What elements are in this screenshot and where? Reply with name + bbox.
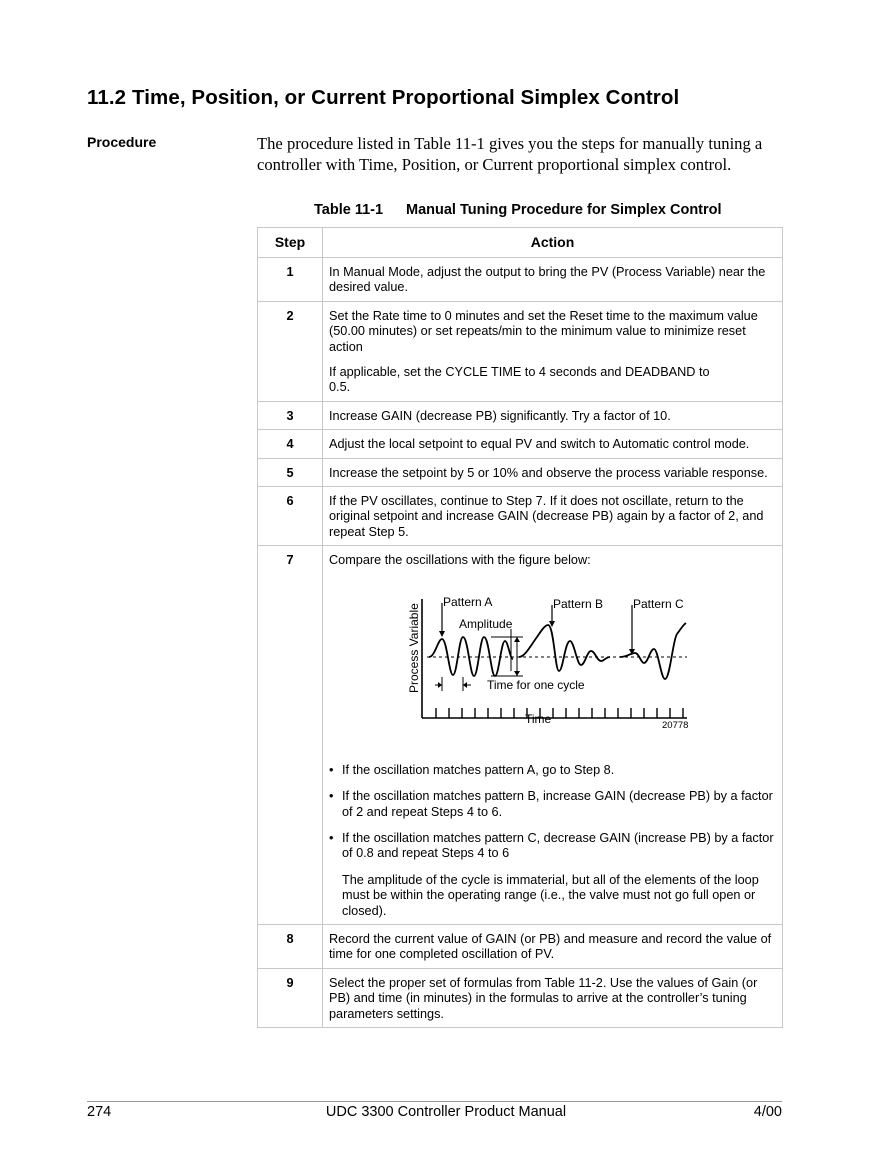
cycle-right-arrowhead <box>463 682 467 688</box>
step-number: 7 <box>258 546 323 925</box>
table-caption-title: Manual Tuning Procedure for Simplex Control <box>406 202 722 218</box>
intro-paragraph: The procedure listed in Table 11-1 gives you the steps for manually tuning a controller with Time, Position, or Current proportional simplex control. <box>257 134 763 174</box>
step-action <box>323 968 783 1027</box>
procedure-label: Procedure <box>87 134 157 150</box>
figure-id: 20778 <box>662 719 689 731</box>
step-action <box>323 924 783 968</box>
pattern-b-label: Pattern B <box>553 596 604 611</box>
list-item: • If the oscillation matches pattern A, go to Step 8. <box>329 763 776 778</box>
tuning-procedure-table <box>257 227 783 1028</box>
pattern-c-label: Pattern C <box>633 596 684 611</box>
list-item: • If the oscillation matches pattern B, increase GAIN (decrease PB) by a factor of 2 and repeat Steps 4 to 6. <box>329 789 776 820</box>
cycle-label: Time for one cycle <box>487 677 585 692</box>
x-axis-ticks <box>436 708 683 718</box>
pattern-b-curve <box>519 625 610 671</box>
table-row <box>258 258 783 302</box>
step-action <box>323 301 783 401</box>
step-number: 8 <box>258 924 323 968</box>
amplitude-arrow-up <box>514 637 520 642</box>
oscillation-figure <box>329 579 776 755</box>
step-action <box>323 546 783 925</box>
table-caption <box>314 202 722 218</box>
step-number: 2 <box>258 301 323 401</box>
y-axis-label: Process Variable <box>407 602 421 693</box>
table-row <box>258 430 783 458</box>
table-row <box>258 458 783 486</box>
step-number: 6 <box>258 487 323 546</box>
step-number: 3 <box>258 401 323 429</box>
publication-date: 4/00 <box>753 1104 782 1120</box>
table-row <box>258 301 783 401</box>
action-note: If applicable, set the CYCLE TIME to 4 seconds and DEADBAND to 0.5. <box>329 365 710 395</box>
step-number: 1 <box>258 258 323 302</box>
table-row <box>258 924 783 968</box>
pattern-a-label: Pattern A <box>443 594 493 609</box>
step-action <box>323 430 783 458</box>
x-axis-label: Time <box>525 711 552 726</box>
action-text: If the PV oscillates, continue to Step 7. If it does not oscillate, return to the original setpoint and increase GAIN (decrease PB) again by a factor of 2, and repeat Step 5. <box>329 494 764 539</box>
pattern-a-arrowhead <box>439 631 445 637</box>
amplitude-arrow-down <box>514 671 520 676</box>
list-item: • If the oscillation matches pattern C, decrease GAIN (increase PB) by a factor of 0.8 and repeat Steps 4 to 6 <box>329 831 776 862</box>
step-number: 4 <box>258 430 323 458</box>
footer-divider <box>87 1101 782 1102</box>
step-number: 5 <box>258 458 323 486</box>
pattern-bullet-list <box>329 763 776 862</box>
step-action <box>323 458 783 486</box>
oscillation-patterns-diagram <box>407 579 707 755</box>
step-number: 9 <box>258 968 323 1027</box>
page-number: 274 <box>87 1104 112 1120</box>
table-row <box>258 968 783 1027</box>
table-row <box>258 487 783 546</box>
action-text: Record the current value of GAIN (or PB) and measure and record the value of time for one completed oscillation of PV. <box>329 931 772 962</box>
cycle-left-arrowhead <box>438 682 442 688</box>
action-text: Adjust the local setpoint to equal PV and switch to Automatic control mode. <box>329 437 750 452</box>
action-text: Increase the setpoint by 5 or 10% and observe the process variable response. <box>329 465 768 480</box>
action-text: Set the Rate time to 0 minutes and set the Reset time to the maximum value (50.00 minutes) or set repeats/min to the minimum value to minimize reset action <box>329 308 758 354</box>
action-text: Select the proper set of formulas from Table 11-2. Use the values of Gain (or PB) and time (in minutes) in the formulas to arrive at the controller’s tuning parameters settings. <box>329 975 758 1021</box>
section-title: 11.2 Time, Position, or Current Proportional Simplex Control <box>87 86 680 109</box>
header-step: Step <box>258 228 323 258</box>
table-row <box>258 546 783 925</box>
step-action <box>323 258 783 302</box>
table-header-row <box>258 228 783 258</box>
manual-title: UDC 3300 Controller Product Manual <box>325 1104 567 1120</box>
table-row <box>258 401 783 429</box>
action-text: In Manual Mode, adjust the output to bring the PV (Process Variable) near the desired value. <box>329 265 766 295</box>
pattern-c-curve <box>620 623 686 679</box>
amplitude-label: Amplitude <box>459 616 513 631</box>
table-caption-number: Table 11-1 <box>314 202 384 218</box>
action-text: Compare the oscillations with the figure below: <box>329 553 591 568</box>
step-action <box>323 401 783 429</box>
action-text: Increase GAIN (decrease PB) significantly. Try a factor of 10. <box>329 408 671 423</box>
step-action <box>323 487 783 546</box>
amplitude-note: The amplitude of the cycle is immaterial, but all of the elements of the loop must be within the operating range (i.e., the valve must not go full open or closed). <box>342 872 759 918</box>
header-action: Action <box>323 228 783 258</box>
